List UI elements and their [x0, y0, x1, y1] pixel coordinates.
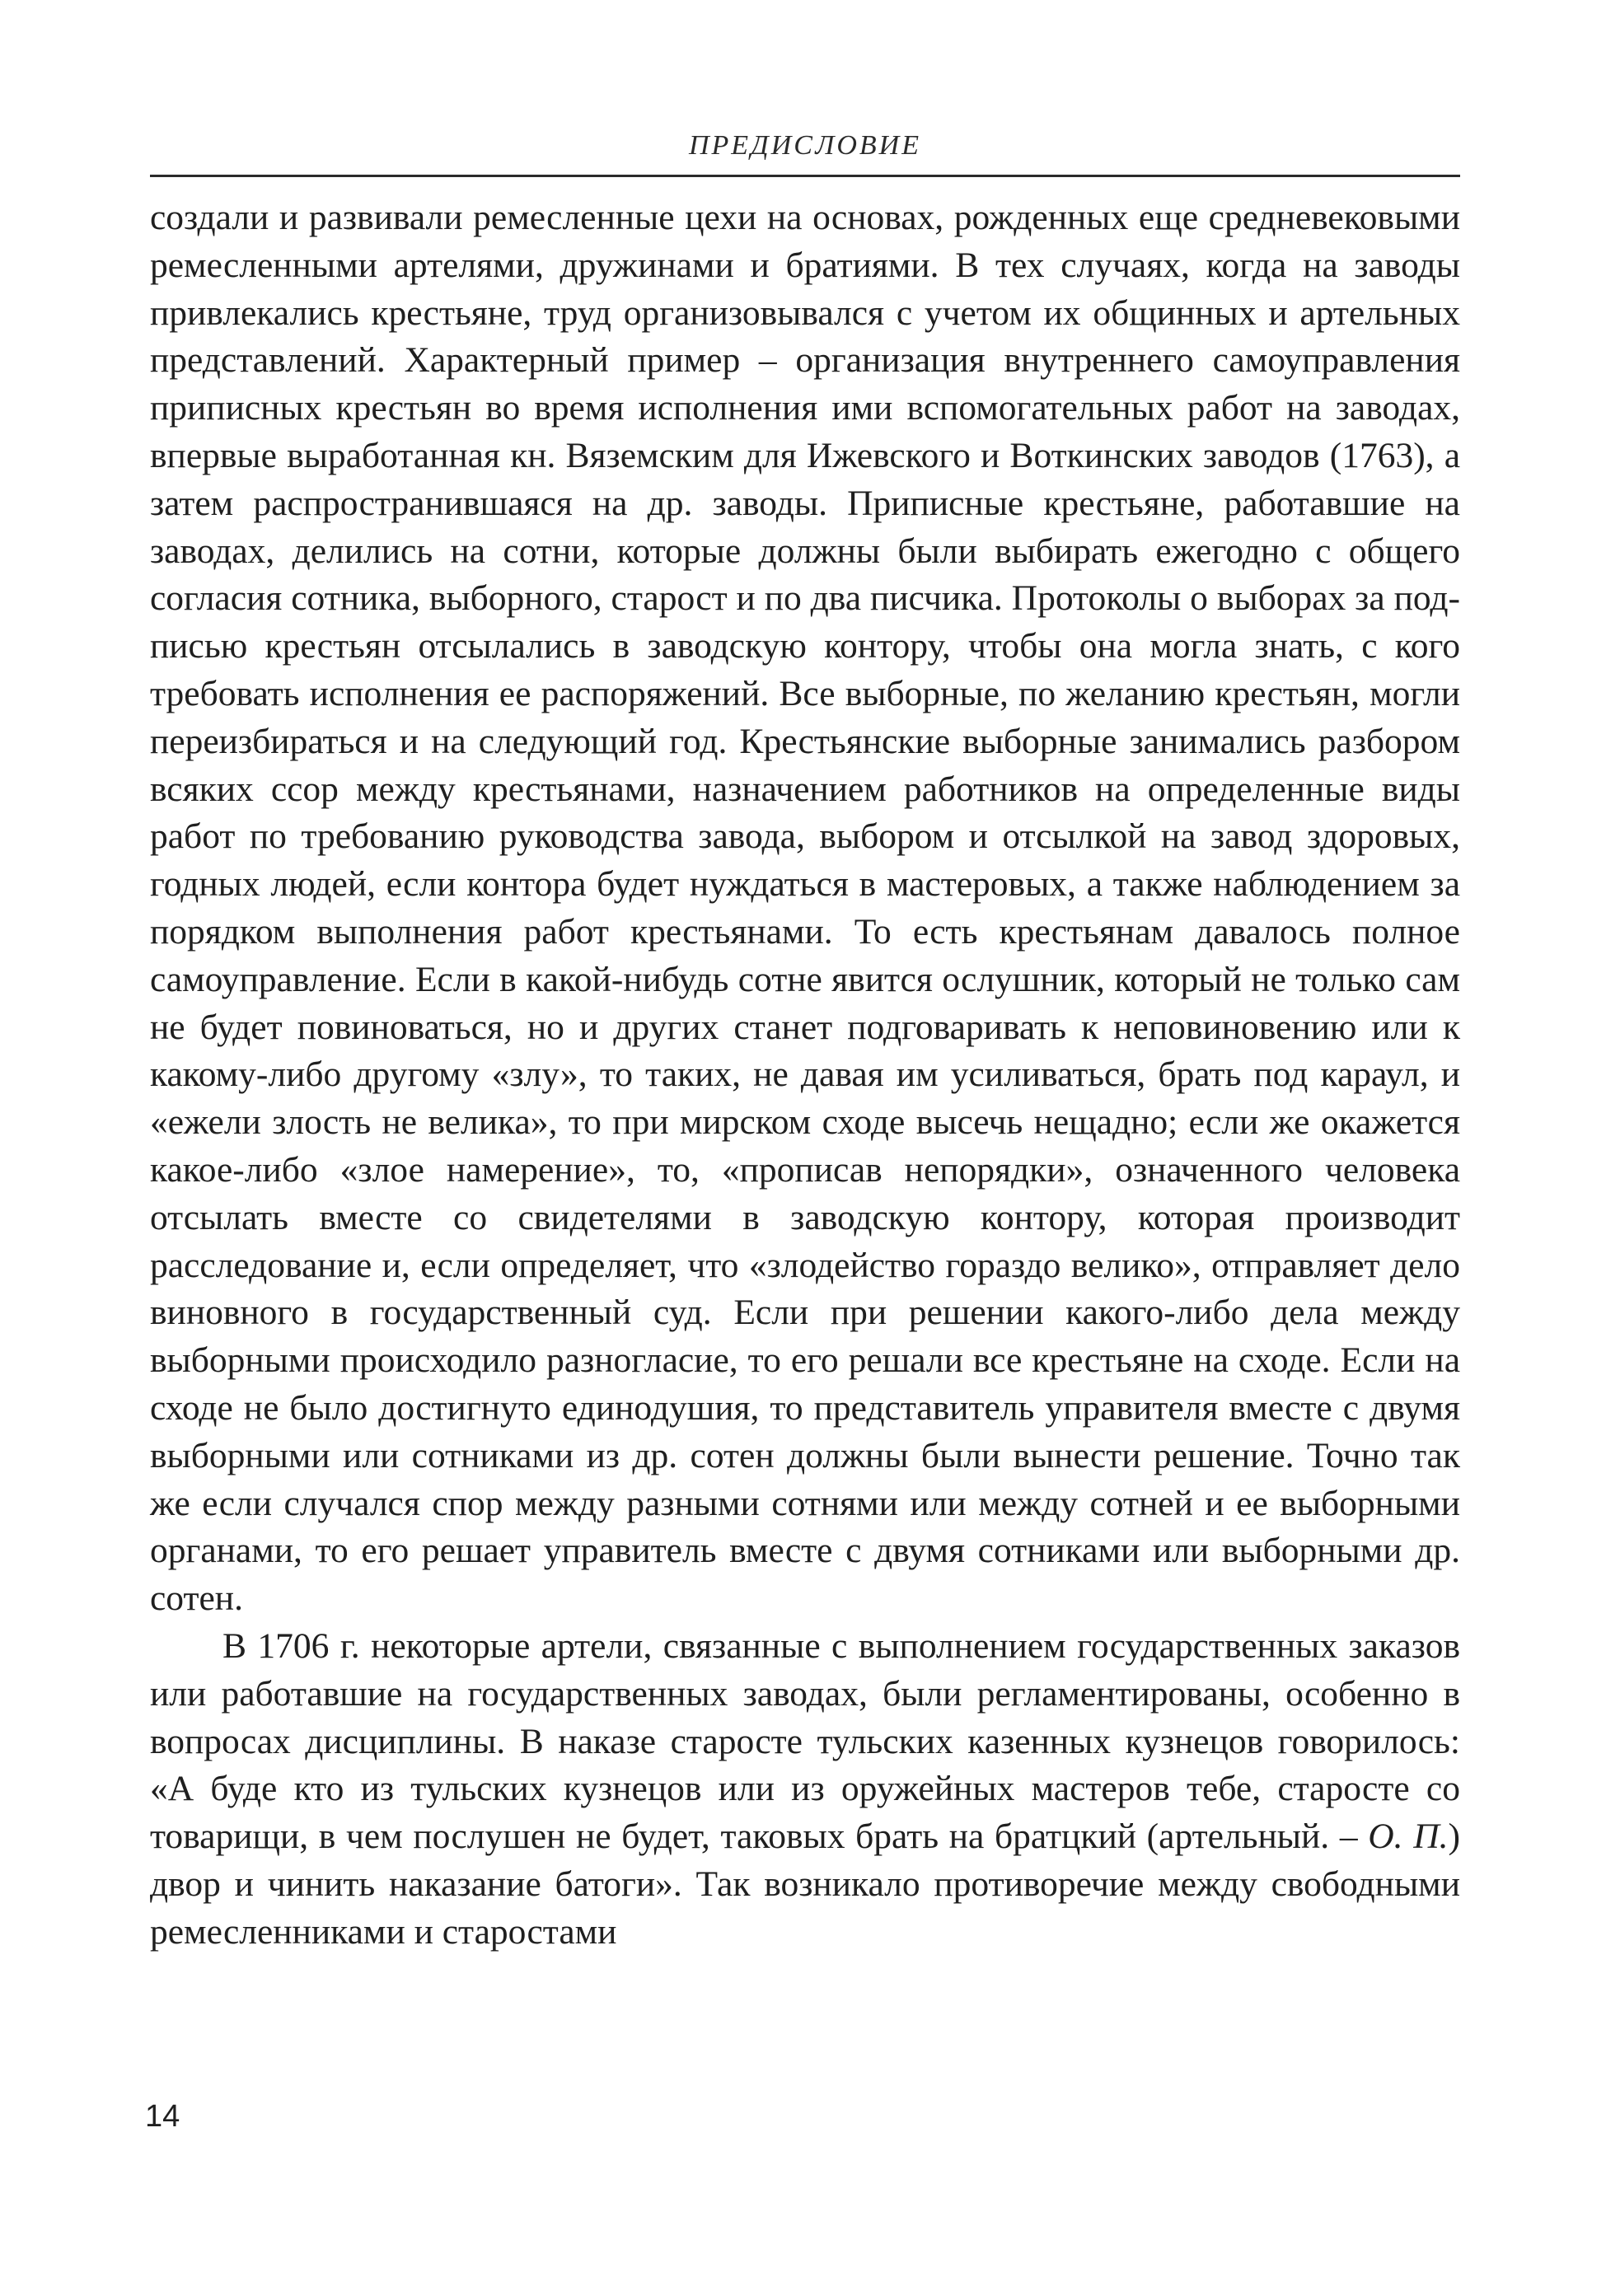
running-header: ПРЕДИСЛОВИЕ [688, 130, 922, 161]
paragraph-2-text-before-note: В 1706 г. некоторые артели, связанные с выполнением государственных заказов или работавшие на государственных заводах, были регламентированы, особенно в вопросах дисциплины. В наказе старосте тульских казенных кузнецов говорилось: «А буде кто из тульских кузнецов или из оружейных мастеров тебе, старосте со товарищи, в чем послушен не будет, таковых брать на братцкий (артельный. – [150, 1625, 1460, 1857]
page-number: 14 [145, 2099, 180, 2134]
paragraph-2-text-after-note: ) двор и чинить наказание батоги». Так возникало противоречие между свободными ремесленниками и старостами [150, 1817, 1460, 1952]
header-divider [150, 175, 1460, 177]
body-text [150, 194, 1460, 1956]
paragraph-1: создали и развивали ремесленные цехи на основах, рожденных еще средневековыми ремесленными артелями, дружинами и братиями. В тех случаях, когда на заводы привлекались крестьяне, труд организовывался с учетом их общинных и артельных представлений. Характерный пример – организация внутреннего самоуправления приписных крестьян во время исполнения ими вспомогательных работ на заводах, впервые выработанная кн. Вяземским для Ижевского и Воткинских заводов (1763), а затем распространившаяся на др. заводы. Приписные крестьяне, работавшие на заводах, делились на сотни, которые должны были выбирать ежегодно с общего согласия сотника, выборного, старост и по два писчика. Протоколы о выборах за подписью крестьян отсылались в заводскую контору, чтобы она могла знать, с кого требовать исполнения ее распоряжений. Все выборные, по желанию крестьян, могли переизбираться и на следующий год. Крестьянские выборные занимались разбором всяких ссор между крестьянами, назначением работников на определенные виды работ по требованию руководства завода, выбором и отсылкой на завод здоровых, годных людей, если контора будет нуждаться в мастеровых, а также наблюдением за порядком выполнения работ крестьянами. То есть крестьянам давалось полное самоуправление. Если в какой-нибудь сотне явится ослушник, который не только сам не будет повиноваться, но и других станет подговаривать к неповиновению или к какому-либо другому «злу», то таких, не давая им усиливаться, брать под караул, и «ежели злость не велика», то при мирском сходе высечь нещадно; если же окажется какое-либо «злое намерение», то, «прописав непорядки», означенного человека отсылать вместе со свидетелями в заводскую контору, которая производит расследование и, если определяет, что «злодейство гораздо велико», отправляет дело виновного в государственный суд. Если при решении какого-либо дела между выборными происходило разногласие, то его решали все крестьяне на сходе. Если на сходе не было достигнуто единодушия, то представитель управителя вместе с двумя выборными или сотниками из др. сотен должны были вынести решение. Точно так же если случался спор между разными сотнями или между сотней и ее выборными органами, то его решает управитель вместе с двумя сотниками или выборными др. сотен. [150, 198, 1460, 1619]
paragraph-2 [150, 1623, 1460, 1957]
author-initials: О. П. [1368, 1817, 1449, 1857]
